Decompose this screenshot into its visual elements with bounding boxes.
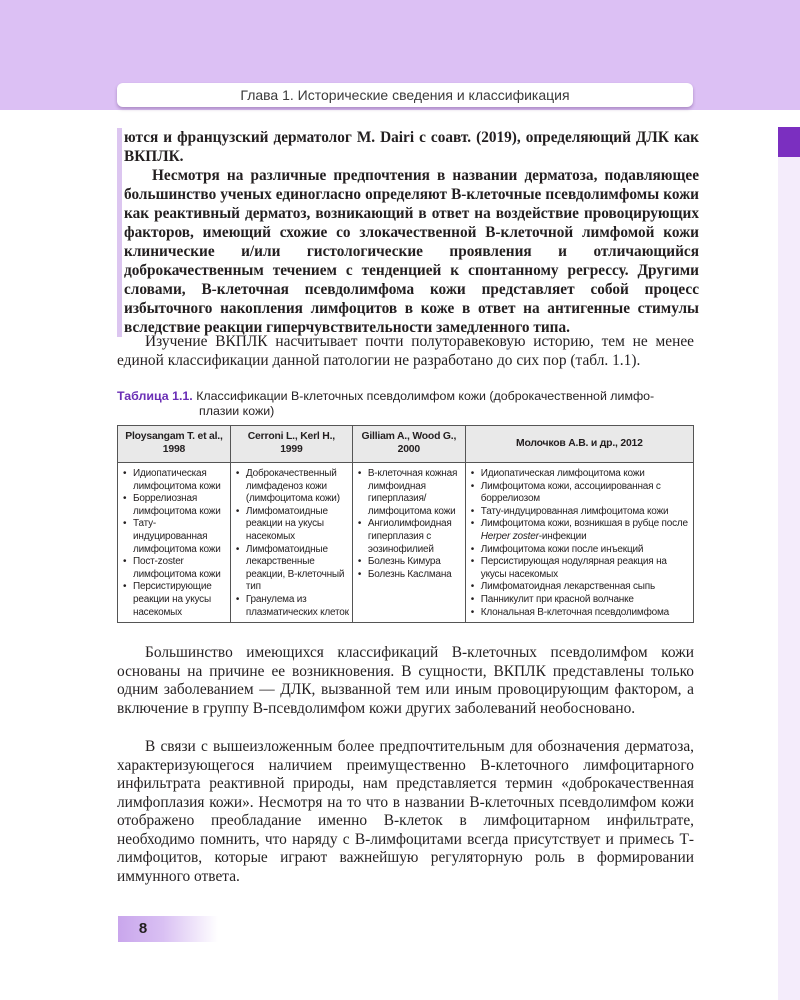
header-year: 1999	[280, 444, 303, 455]
list-item-tail: -инфекции	[538, 530, 587, 542]
table-caption	[117, 389, 694, 419]
table-header-cell	[465, 426, 693, 463]
list-item: • Лимфоматоидные лекарственные реакции, В-клеточный тип	[234, 544, 349, 594]
header-author: Ploysangam T. et al.,	[125, 431, 223, 443]
list-item: • Тату-индуцированная лимфоцитома кожи	[469, 506, 690, 519]
table-row	[118, 463, 694, 623]
header-year: 1998	[162, 444, 186, 455]
body-paragraph-1: Изучение ВКПЛК насчитывает почти полуторавековую историю, тем не менее единой классификации данной патологии не разработано до сих пор (табл. 1.1).	[117, 333, 694, 369]
table-cell	[230, 463, 352, 623]
table-header-cell	[352, 426, 465, 463]
header-year: 2000	[397, 444, 420, 455]
list-item: • Лимфоматоидные реакции на укусы насекомых	[234, 506, 349, 544]
chapter-side-tab	[778, 127, 800, 157]
table-cell	[465, 463, 693, 623]
list-item-italic: Herper zoster	[480, 530, 539, 542]
list-item: • В-клеточная кожная лимфоидная гиперплазия/лимфоцитома кожи	[356, 468, 462, 518]
table-cell	[118, 463, 231, 623]
bold-paragraph-2: Несмотря на различные предпочтения в названии дерматоза, подавляющее большинство ученых единогласно определяют В-клеточные псевдолимфомы кожи как реактивный дерматоз, возникающий в ответ на воздействие провоцирующих факторов, имеющий схожие со злокачественной В-клеточной лимфомой кожи клинические и/или гистологические проявления и отличающийся доброкачественным течением с тенденцией к спонтанному регрессу. Другими словами, В-клеточная псевдолимфома кожи представляет собой процесс избыточного накопления лимфоцитов в коже в ответ на антигенные стимулы вследствие реакции гиперчувствительности замедленного типа.	[124, 167, 699, 336]
list-item: • Лимфоцитома кожи, ассоциированная с боррелиозом	[469, 481, 690, 506]
chapter-header	[117, 83, 693, 107]
table-caption-label: Таблица 1.1.	[117, 389, 193, 403]
side-margin-bar	[778, 157, 800, 1000]
table-header-row	[118, 426, 694, 463]
list-item-text: Лимфоцитома кожи, возникшая в рубце после	[480, 518, 688, 530]
list-item: • Болезнь Кимура	[356, 556, 462, 569]
list-item: • Идиопатическая лимфоцитома кожи	[121, 468, 227, 493]
table-cell	[352, 463, 465, 623]
list-item: • Идиопатическая лимфоцитома кожи	[469, 468, 690, 481]
list-item: • Гранулема из плазматических клеток	[234, 594, 349, 619]
page-number: 8	[138, 920, 148, 937]
list-item: • Тату-индуцированная лимфоцитома кожи	[121, 518, 227, 556]
header-author: Gilliam A., Wood G.,	[361, 431, 457, 443]
classification-table	[117, 425, 694, 623]
list-item: • Персистирующие реакции на укусы насекомых	[121, 581, 227, 619]
chapter-title: Глава 1. Исторические сведения и классификация	[240, 87, 570, 103]
table-caption-text-cont: плазии кожи)	[199, 404, 275, 418]
table-header-cell	[230, 426, 352, 463]
table-caption-text: Классификации В-клеточных псевдолимфом кожи (доброкачественной лимфо-	[196, 389, 655, 403]
body-paragraph-2: Большинство имеющихся классификаций В-клеточных псевдолимфом кожи основаны на причине ее возникновения. В сущности, ВКПЛК представлены только одним заболеванием — ДЛК, вызванной тем или иным провоцирующим фактором, а включение в группу В-псевдолимфом кожи других заболеваний необосновано.	[117, 644, 694, 717]
bold-definition-block	[117, 128, 699, 337]
table-header-cell	[118, 426, 231, 463]
list-item: • Пост-zoster лимфоцитома кожи	[121, 556, 227, 581]
list-item: • Ангиолимфоидная гиперплазия с эозинофилией	[356, 518, 462, 556]
list-item: • Болезнь Каслмана	[356, 569, 462, 582]
bold-paragraph-1: ются и французский дерматолог M. Dairi с соавт. (2019), определяющий ДЛК как ВКПЛК.	[124, 129, 699, 165]
header-author: Молочков А.В. и др., 2012	[516, 437, 643, 449]
list-item: • Персистирующая нодулярная реакция на укусы насекомых	[469, 556, 690, 581]
list-item: • Доброкачественный лимфаденоз кожи (лимфоцитома кожи)	[234, 468, 349, 506]
list-item: • Лимфоцитома кожи после инъекций	[469, 544, 690, 557]
body-paragraph-3: В связи с вышеизложенным более предпочтительным для обозначения дерматоза, характеризующегося наличием преимущественно В-клеточного лимфоцитарного инфильтрата реактивной природы, нам представляется термин «доброкачественная лимфоплазия кожи». Несмотря на то что в названии В-клеточных псевдолимфом кожи отображено преобладание именно В-клеток в лимфоцитарном инфильтрате, необходимо помнить, что наряду с В-лимфоцитами всегда присутствует и примесь Т-лимфоцитов, которые играют важнейшую регуляторную роль в формировании иммунного ответа.	[117, 738, 694, 885]
list-item: • Клональная В-клеточная псевдолимфома	[469, 607, 690, 620]
list-item: • Панникулит при красной волчанке	[469, 594, 690, 607]
header-author: Cerroni L., Kerl H.,	[247, 431, 335, 443]
list-item: • Лимфоматоидная лекарственная сыпь	[469, 581, 690, 594]
list-item: • Боррелиозная лимфоцитома кожи	[121, 493, 227, 518]
list-item	[469, 518, 690, 543]
